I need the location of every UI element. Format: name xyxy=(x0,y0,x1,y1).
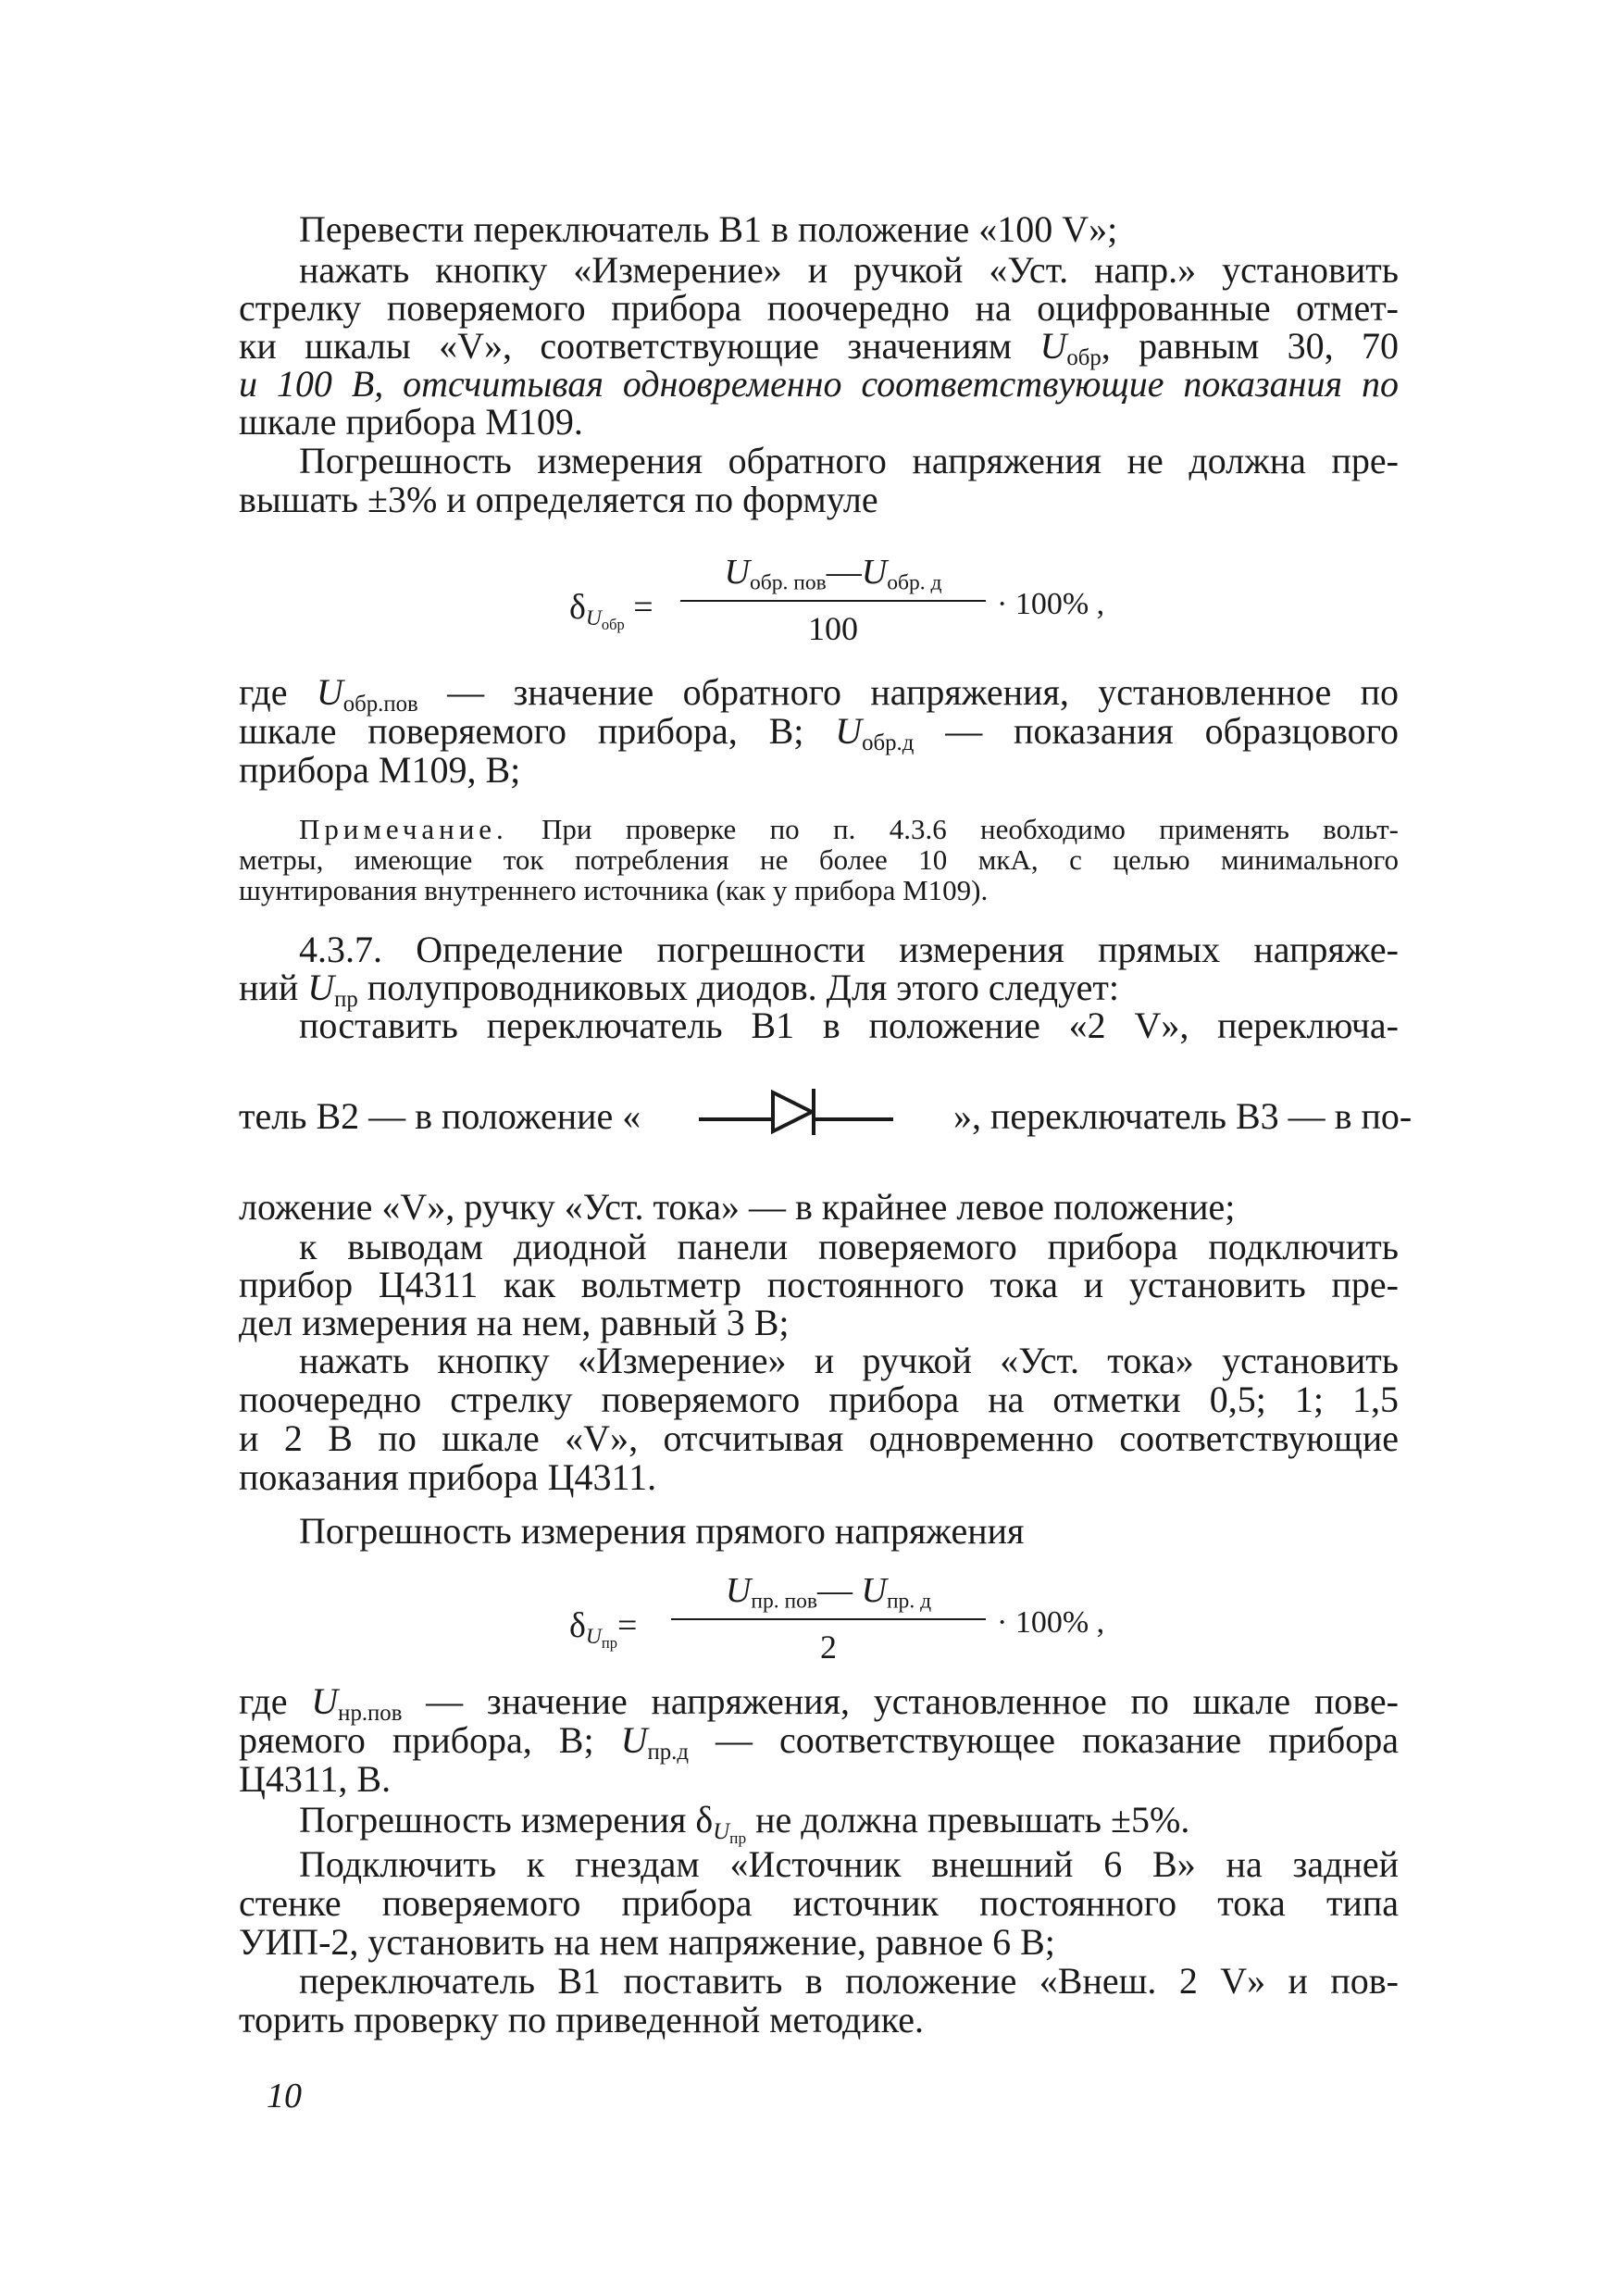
text-line: стрелку поверяемого прибора поочередно на оцифрованные отмет- xyxy=(239,287,1399,329)
text-line: Погрешность измерения прямого напряжения xyxy=(299,1510,1025,1552)
formula-reverse-voltage-error xyxy=(569,552,1143,663)
note-line: шунтирования внутреннего источника (как у прибора М109). xyxy=(239,874,989,906)
text-line: », переключатель В3 — в по- xyxy=(953,1095,1413,1137)
diode-icon xyxy=(699,1079,898,1135)
formula-lhs: $\delta_{U_{обр}}$ = xyxy=(569,588,653,633)
text-line: Подключить к гнездам «Источник внешний 6 В» на задней xyxy=(299,1843,1399,1885)
text-line: шкале поверяемого прибора, В; $U_{обр.д}$ — показания образцового xyxy=(239,710,1399,755)
text-line: где $U_{нр.пов}$ — значение напряжения, установленное по шкале пове- xyxy=(239,1680,1399,1726)
text-line: показания прибора Ц4311. xyxy=(239,1456,657,1498)
text-line: ряемого прибора, В; $U_{пр.д}$ — соответствующее показание прибора xyxy=(239,1719,1399,1765)
text-line: ложение «V», ручку «Уст. тока» — в крайнее левое положение; xyxy=(239,1186,1236,1228)
text-line: ний $U_{пр}$ полупроводниковых диодов. Для этого следует: xyxy=(239,967,1119,1012)
text-line: поочередно стрелку поверяемого прибора на отметки 0,5; 1; 1,5 xyxy=(239,1379,1399,1420)
text-line: прибора М109, В; xyxy=(239,749,521,791)
text-line: нажать кнопку «Измерение» и ручкой «Уст. тока» установить xyxy=(299,1340,1399,1381)
text-line: 4.3.7. Определение погрешности измерения прямых напряже- xyxy=(299,929,1399,970)
text-line: ки шкалы «V», соответствующие значениям $U_{обр}$, равным 30, 70 xyxy=(239,325,1400,370)
fraction-bar xyxy=(680,600,986,602)
formula-denominator: 100 xyxy=(808,610,858,647)
formula-lhs: $\delta_{U_{пр}}=$ xyxy=(569,1606,638,1652)
text-line: Ц4311, В. xyxy=(239,1758,392,1800)
text-line: шкале прибора М109. xyxy=(239,401,583,443)
text-line: поставить переключатель В1 в положение «2 V», переключа- xyxy=(299,1004,1399,1046)
note-label: Примечание. xyxy=(299,813,508,845)
formula-numerator: $U_{обр. пов}—U_{обр. д}$ xyxy=(724,553,942,595)
text-line: переключатель В1 поставить в положение «Внеш. 2 V» и пов- xyxy=(299,1960,1399,2002)
fraction-bar xyxy=(671,1618,986,1620)
text-line: где $U_{обр.пов}$ — значение обратного напряжения, установленное по xyxy=(239,671,1399,717)
page-number: 10 xyxy=(267,2077,302,2115)
text-line: к выводам диодной панели поверяемого прибора подключить xyxy=(299,1226,1399,1267)
text-line: нажать кнопку «Измерение» и ручкой «Уст. напр.» установить xyxy=(299,249,1399,291)
formula-forward-voltage-error xyxy=(569,1570,1143,1681)
text-line: и 2 В по шкале «V», отсчитывая одновременно соответствующие xyxy=(239,1417,1399,1459)
text-line: вышать ±3% и определяется по формуле xyxy=(239,479,878,520)
formula-numerator: $U_{пр. пов}—$ $U_{пр. д}$ xyxy=(725,1571,932,1614)
text-line: и 100 В, отсчитывая одновременно соответствующие показания по xyxy=(239,363,1399,405)
note-line: Примечание. При проверке по п. 4.3.6 необходимо применять вольт- xyxy=(299,813,1399,845)
text-line: торить проверку по приведенной методике. xyxy=(239,1999,924,2040)
text-line: Перевести переключатель В1 в положение «100 V»; xyxy=(299,208,1118,250)
text-line: тель В2 — в положение « xyxy=(239,1095,641,1137)
formula-rhs: · 100% , xyxy=(997,587,1105,621)
text-line: Погрешность измерения $\delta_{U_{пр}}$ не должна превышать ±5%. xyxy=(299,1799,1190,1848)
text-line: УИП-2, установить на нем напряжение, равное 6 В; xyxy=(239,1921,1055,1963)
text-line: стенке поверяемого прибора источник постоянного тока типа xyxy=(239,1882,1399,1924)
note-line: метры, имеющие ток потребления не более 10 мкА, с целью минимального xyxy=(239,843,1399,876)
text-line: дел измерения на нем, равный 3 В; xyxy=(239,1302,790,1343)
text-line: Погрешность измерения обратного напряжения не должна пре- xyxy=(299,440,1399,481)
text-line: прибор Ц4311 как вольтметр постоянного тока и установить пре- xyxy=(239,1264,1399,1305)
formula-denominator: 2 xyxy=(820,1628,837,1666)
formula-rhs: · 100% , xyxy=(997,1605,1105,1640)
